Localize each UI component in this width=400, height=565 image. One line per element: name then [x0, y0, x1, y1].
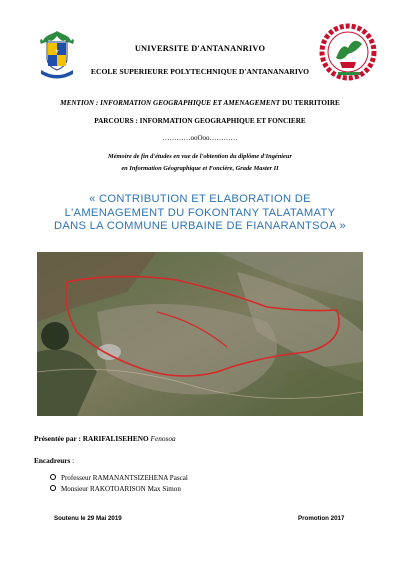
supervisor-item	[61, 485, 181, 493]
parcours-line: PARCOURS : INFORMATION GEOGRAPHIQUE ET FONCIERE	[94, 117, 306, 125]
mention-line	[0, 99, 400, 107]
school-name: ECOLE SUPERIEURE POLYTECHNIQUE D'ANTANANARIVO	[90, 67, 310, 76]
circle-bullet-icon	[50, 485, 56, 491]
supervisors-colon: :	[70, 456, 75, 465]
supervisor-name: Monsieur RAKOTOARISON Max Simon	[61, 485, 181, 493]
presented-by	[34, 434, 176, 443]
title-line-1: « CONTRIBUTION ET ELABORATION DE	[89, 193, 311, 205]
svg-text:⚜: ⚜	[54, 50, 60, 55]
presented-label: Présentée par :	[34, 434, 81, 443]
promotion-year: Promotion 2017	[298, 515, 345, 522]
author-lastname: RARIFALISEHENO	[82, 434, 149, 443]
memoire-description	[0, 151, 400, 175]
circle-bullet-icon	[50, 474, 56, 480]
university-name: UNIVERSITE D'ANTANANRIVO	[134, 44, 266, 53]
title-line-2: L'AMENAGEMENT DU FOKONTANY TALATAMATY	[64, 206, 336, 219]
supervisors-heading	[34, 456, 74, 465]
memoire-line-2: en Information Géographique et Foncière, Grade Master II	[121, 165, 279, 172]
mention-label: MENTION : INFORMATION GEOGRAPHIQUE ET AMENAGEMENT	[60, 99, 281, 107]
separator-ornament: …………ooOoo…………	[162, 134, 238, 142]
thesis-title	[0, 193, 400, 234]
author-firstname: Fenosoa	[150, 434, 176, 443]
supervisor-item	[61, 474, 188, 482]
defense-date: Soutenu le 29 Mai 2019	[54, 515, 122, 522]
supervisor-name: Professeur RAMANANTSIZEHENA Pascal	[61, 474, 188, 482]
title-line-3: DANS LA COMMUNE URBAINE DE FIANARANTSOA »	[53, 220, 347, 232]
supervisors-label: Encadreurs	[34, 456, 71, 465]
satellite-image	[37, 252, 363, 416]
memoire-line-1: Mémoire de fin d'études en vue de l'obtention du diplôme d'Ingénieur	[108, 153, 292, 160]
mention-suffix: DU TERRITOIRE	[281, 99, 340, 107]
